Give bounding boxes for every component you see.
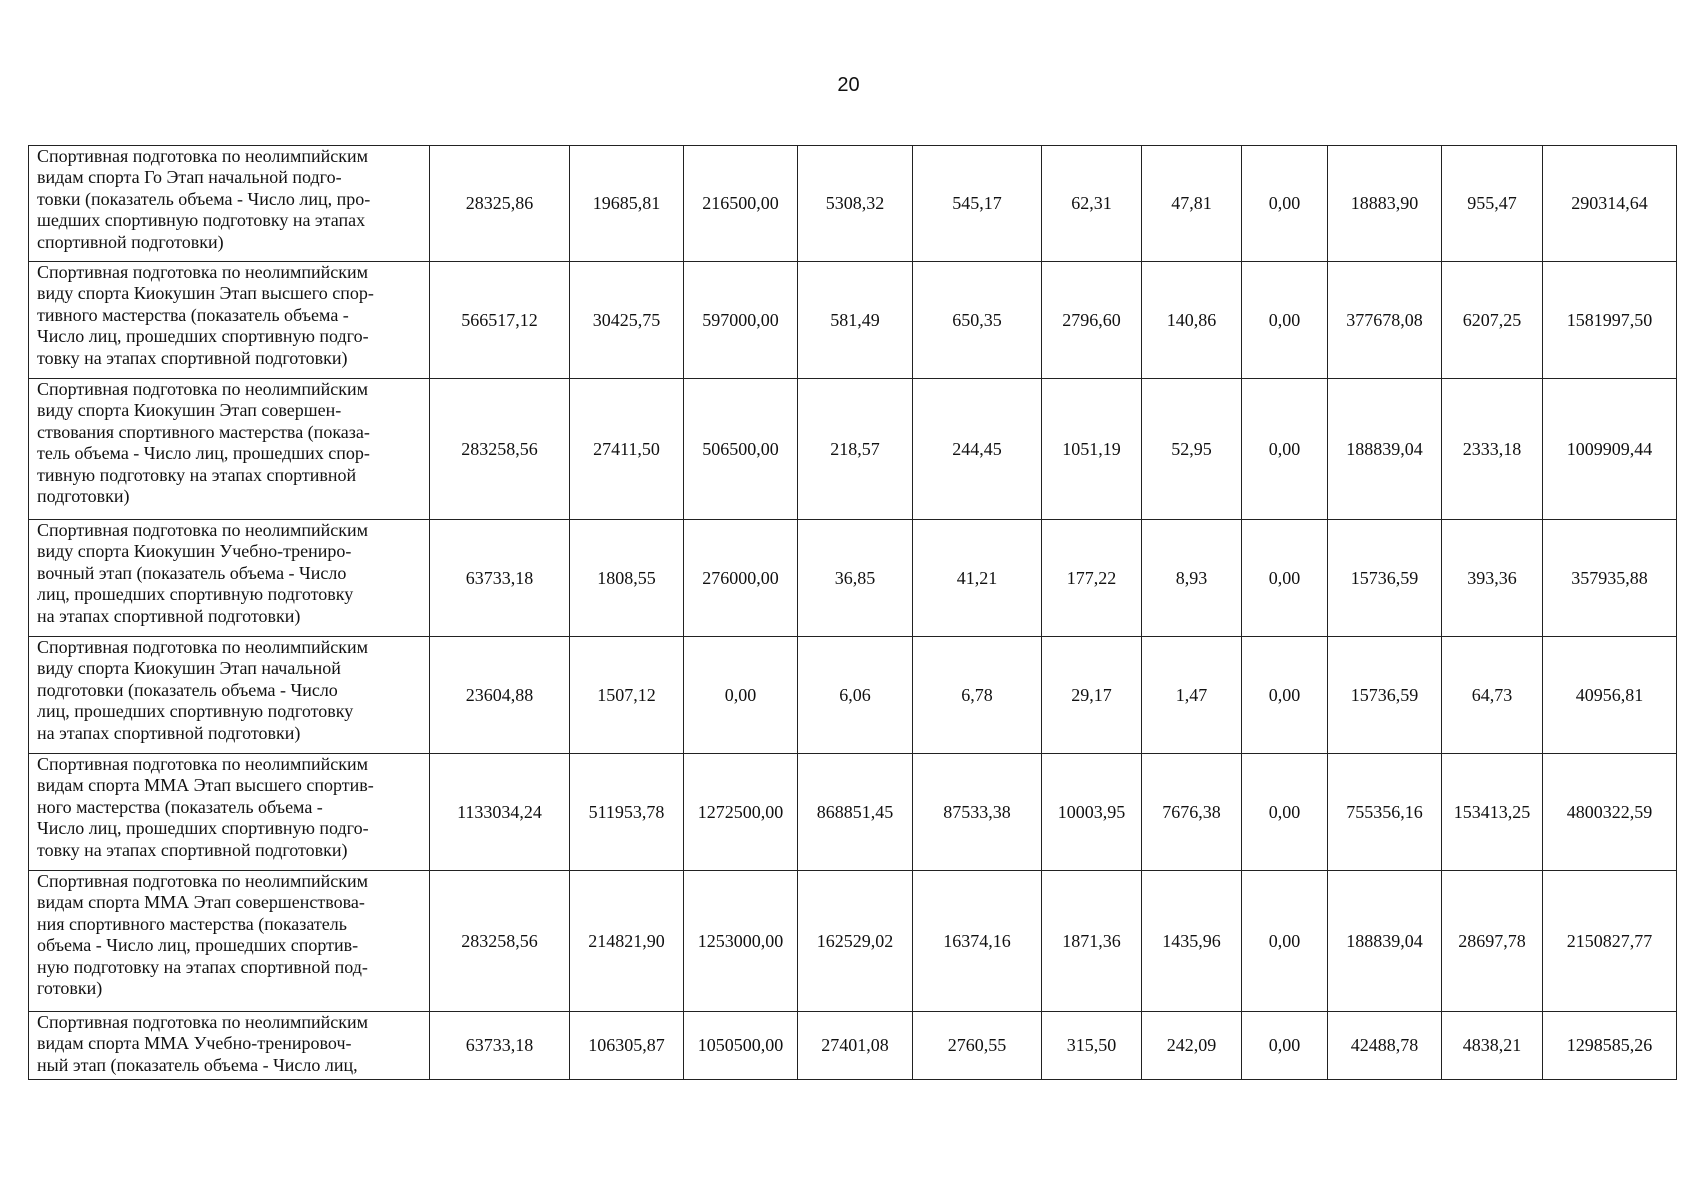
description-line: лиц, прошедших спортивную подготовку [37, 701, 354, 722]
description-line: виду спорта Киокушин Этап высшего спор- [37, 283, 374, 304]
value-cell: 1050500,00 [684, 1012, 798, 1080]
value-cell: 8,93 [1142, 520, 1242, 637]
value-cell: 140,86 [1142, 262, 1242, 379]
value-cell: 315,50 [1042, 1012, 1142, 1080]
value-cell: 2760,55 [913, 1012, 1042, 1080]
description-line: виду спорта Киокушин Этап совершен- [37, 400, 342, 421]
value-cell: 2796,60 [1042, 262, 1142, 379]
value-cell: 0,00 [1242, 754, 1328, 871]
value-cell: 1253000,00 [684, 871, 798, 1012]
description-line: ную подготовку на этапах спортивной под- [37, 956, 368, 977]
value-cell: 1,47 [1142, 637, 1242, 754]
value-cell: 955,47 [1442, 146, 1543, 262]
value-cell: 40956,81 [1543, 637, 1677, 754]
value-cell: 1298585,26 [1543, 1012, 1677, 1080]
value-cell: 63733,18 [430, 520, 570, 637]
value-cell: 18883,90 [1328, 146, 1442, 262]
row-description [29, 754, 430, 871]
value-cell: 242,09 [1142, 1012, 1242, 1080]
value-cell: 10003,95 [1042, 754, 1142, 871]
value-cell: 0,00 [1242, 1012, 1328, 1080]
value-cell: 755356,16 [1328, 754, 1442, 871]
value-cell: 16374,16 [913, 871, 1042, 1012]
description-line: Спортивная подготовка по неолимпийским [37, 871, 369, 891]
value-cell: 1272500,00 [684, 754, 798, 871]
budget-table [28, 145, 1677, 1080]
value-cell: 4800322,59 [1543, 754, 1677, 871]
description-line: видам спорта ММА Этап высшего спортив- [37, 775, 374, 796]
value-cell: 1507,12 [570, 637, 684, 754]
row-description [29, 146, 430, 262]
value-cell: 868851,45 [798, 754, 913, 871]
value-cell: 28325,86 [430, 146, 570, 262]
value-cell: 5308,32 [798, 146, 913, 262]
value-cell: 1133034,24 [430, 754, 570, 871]
value-cell: 566517,12 [430, 262, 570, 379]
value-cell: 87533,38 [913, 754, 1042, 871]
value-cell: 276000,00 [684, 520, 798, 637]
description-line: Спортивная подготовка по неолимпийским [37, 1012, 369, 1032]
row-description [29, 637, 430, 754]
value-cell: 357935,88 [1543, 520, 1677, 637]
table-row [29, 754, 1677, 871]
value-cell: 15736,59 [1328, 637, 1442, 754]
value-cell: 7676,38 [1142, 754, 1242, 871]
description-line: на этапах спортивной подготовки) [37, 722, 301, 743]
page-number: 20 [837, 74, 860, 96]
value-cell: 545,17 [913, 146, 1042, 262]
value-cell: 64,73 [1442, 637, 1543, 754]
value-cell: 36,85 [798, 520, 913, 637]
value-cell: 162529,02 [798, 871, 913, 1012]
description-line: видам спорта Го Этап начальной подго- [37, 167, 342, 188]
value-cell: 19685,81 [570, 146, 684, 262]
value-cell: 0,00 [1242, 262, 1328, 379]
description-line: ный этап (показатель объема - Число лиц, [37, 1054, 358, 1075]
value-cell: 1435,96 [1142, 871, 1242, 1012]
value-cell: 4838,21 [1442, 1012, 1543, 1080]
value-cell: 15736,59 [1328, 520, 1442, 637]
value-cell: 52,95 [1142, 379, 1242, 520]
description-line: Число лиц, прошедших спортивную подго- [37, 818, 369, 839]
table-row [29, 146, 1677, 262]
value-cell: 377678,08 [1328, 262, 1442, 379]
description-line: объема - Число лиц, прошедших спортив- [37, 935, 359, 956]
description-line: видам спорта ММА Этап совершенствова- [37, 892, 365, 913]
description-line: видам спорта ММА Учебно-тренировоч- [37, 1033, 352, 1054]
table-row [29, 520, 1677, 637]
value-cell: 1808,55 [570, 520, 684, 637]
value-cell: 6207,25 [1442, 262, 1543, 379]
value-cell: 29,17 [1042, 637, 1142, 754]
value-cell: 47,81 [1142, 146, 1242, 262]
description-line: Спортивная подготовка по неолимпийским [37, 146, 369, 166]
value-cell: 290314,64 [1543, 146, 1677, 262]
description-line: шедших спортивную подготовку на этапах [37, 210, 366, 231]
value-cell: 188839,04 [1328, 379, 1442, 520]
table-row [29, 262, 1677, 379]
description-line: на этапах спортивной подготовки) [37, 605, 301, 626]
value-cell: 0,00 [1242, 520, 1328, 637]
value-cell: 6,06 [798, 637, 913, 754]
value-cell: 650,35 [913, 262, 1042, 379]
value-cell: 177,22 [1042, 520, 1142, 637]
description-line: тивную подготовку на этапах спортивной [37, 464, 357, 485]
value-cell: 106305,87 [570, 1012, 684, 1080]
description-line: ния спортивного мастерства (показатель [37, 913, 347, 934]
value-cell: 41,21 [913, 520, 1042, 637]
value-cell: 23604,88 [430, 637, 570, 754]
row-description [29, 871, 430, 1012]
description-line: товку на этапах спортивной подготовки) [37, 839, 348, 860]
description-line: Спортивная подготовка по неолимпийским [37, 637, 369, 657]
description-line: готовки) [37, 978, 103, 999]
value-cell: 63733,18 [430, 1012, 570, 1080]
value-cell: 283258,56 [430, 871, 570, 1012]
value-cell: 2150827,77 [1543, 871, 1677, 1012]
value-cell: 581,49 [798, 262, 913, 379]
description-line: виду спорта Киокушин Этап начальной [37, 658, 341, 679]
value-cell: 511953,78 [570, 754, 684, 871]
value-cell: 218,57 [798, 379, 913, 520]
description-line: подготовки) [37, 486, 130, 507]
value-cell: 188839,04 [1328, 871, 1442, 1012]
description-line: Число лиц, прошедших спортивную подго- [37, 326, 369, 347]
value-cell: 42488,78 [1328, 1012, 1442, 1080]
row-description [29, 520, 430, 637]
value-cell: 28697,78 [1442, 871, 1543, 1012]
value-cell: 0,00 [1242, 871, 1328, 1012]
row-description [29, 262, 430, 379]
value-cell: 1871,36 [1042, 871, 1142, 1012]
description-line: тивного мастерства (показатель объема - [37, 304, 349, 325]
description-line: Спортивная подготовка по неолимпийским [37, 754, 369, 774]
description-line: лиц, прошедших спортивную подготовку [37, 584, 354, 605]
description-line: Спортивная подготовка по неолимпийским [37, 379, 369, 399]
value-cell: 0,00 [1242, 637, 1328, 754]
value-cell: 244,45 [913, 379, 1042, 520]
description-line: Спортивная подготовка по неолимпийским [37, 520, 369, 540]
value-cell: 0,00 [1242, 379, 1328, 520]
value-cell: 30425,75 [570, 262, 684, 379]
value-cell: 62,31 [1042, 146, 1142, 262]
value-cell: 506500,00 [684, 379, 798, 520]
value-cell: 1051,19 [1042, 379, 1142, 520]
value-cell: 0,00 [684, 637, 798, 754]
description-line: подготовки (показатель объема - Число [37, 679, 338, 700]
value-cell: 393,36 [1442, 520, 1543, 637]
value-cell: 1581997,50 [1543, 262, 1677, 379]
description-line: Спортивная подготовка по неолимпийским [37, 262, 369, 282]
description-line: спортивной подготовки) [37, 231, 224, 252]
value-cell: 214821,90 [570, 871, 684, 1012]
table-row [29, 637, 1677, 754]
value-cell: 1009909,44 [1543, 379, 1677, 520]
value-cell: 597000,00 [684, 262, 798, 379]
value-cell: 216500,00 [684, 146, 798, 262]
description-line: товку на этапах спортивной подготовки) [37, 347, 348, 368]
description-line: ного мастерства (показатель объема - [37, 796, 323, 817]
description-line: ствования спортивного мастерства (показа- [37, 421, 370, 442]
description-line: тель объема - Число лиц, прошедших спор- [37, 443, 370, 464]
description-line: вочный этап (показатель объема - Число [37, 562, 347, 583]
table-row [29, 1012, 1677, 1080]
value-cell: 283258,56 [430, 379, 570, 520]
value-cell: 153413,25 [1442, 754, 1543, 871]
value-cell: 6,78 [913, 637, 1042, 754]
description-line: товки (показатель объема - Число лиц, про- [37, 188, 371, 209]
value-cell: 2333,18 [1442, 379, 1543, 520]
value-cell: 0,00 [1242, 146, 1328, 262]
table-row [29, 379, 1677, 520]
value-cell: 27411,50 [570, 379, 684, 520]
description-line: виду спорта Киокушин Учебно-трениро- [37, 541, 352, 562]
table-row [29, 871, 1677, 1012]
row-description [29, 379, 430, 520]
row-description [29, 1012, 430, 1080]
value-cell: 27401,08 [798, 1012, 913, 1080]
table-body [29, 146, 1677, 1080]
